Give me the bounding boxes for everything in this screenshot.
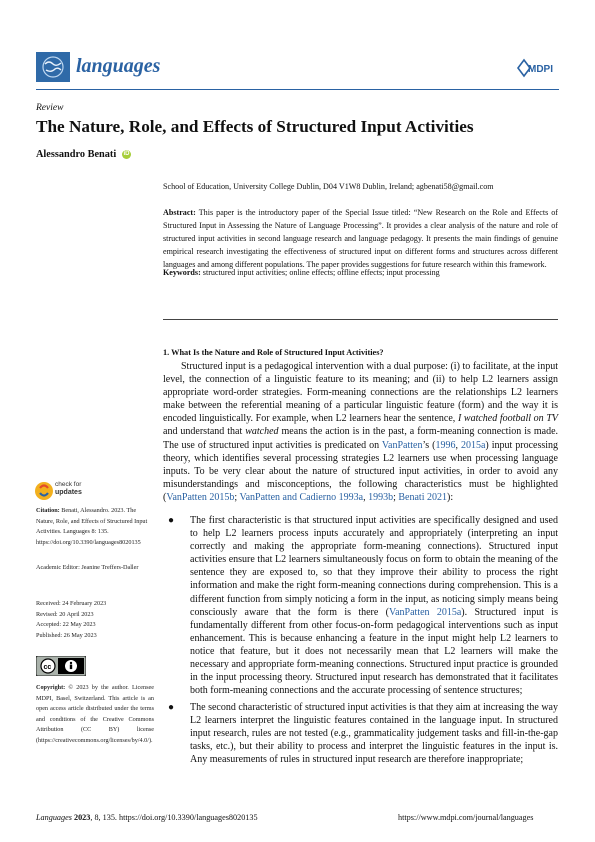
footer-doi[interactable]: , 8, 135. https://doi.org/10.3390/languages8020135 [90,813,258,822]
abstract-text: This paper is the introductory paper of the Special Issue titled: “New Research on the Role and Effects of Structured Input in Assessing the Nature of Language Processing”. It provides a clear analysis of the nature and role of structured input activities in second language research and language pedagogy. It presents the main findings of genuine empirical research investigating the effectiveness of structured input on different forms and structures across different languages and among different populations. The paper provides suggestions for future research within this framework. [163,208,558,270]
paragraph-1 [163,360,558,504]
footer-year: 2023 [73,813,91,822]
text-run: ): [446,491,454,503]
keywords-text: structured input activities; online effects; offline effects; input processing [200,268,440,277]
example-word: watched [245,426,279,438]
svg-text:cc: cc [43,664,52,671]
example-sentence: I watched football on TV [457,413,558,425]
copyright-label: Copyright: [36,684,66,691]
citation-link[interactable]: 1993b [368,491,394,503]
citation-link[interactable]: VanPatten [381,439,423,451]
text-run: , [363,491,369,503]
section-divider [163,319,558,320]
article-title: The Nature, Role, and Effects of Structured Input Activities [36,117,474,136]
date-published: Published: 26 May 2023 [36,631,97,639]
date-accepted: Accepted: 22 May 2023 [36,621,96,628]
citation-block [36,506,154,548]
citation-link[interactable]: 1996 [435,439,456,451]
copyright-notice [36,683,154,746]
copyright-text: © 2023 by the author. Licensee MDPI, Basel, Switzerland. This article is an open access article distributed under the terms and conditions of the Creative Commons Attribution (CC BY) license (https://creativecommons.org/licenses/by/4.0/). [36,684,154,744]
footer-url[interactable]: https://www.mdpi.com/journal/languages [398,813,534,822]
check-updates-line: check for [55,481,82,488]
date-revised: Revised: 20 April 2023 [36,610,94,618]
text-run: and understand that [163,426,246,438]
text-run: , [455,439,461,451]
check-updates-line: updates [55,489,82,496]
journal-logo [36,52,70,82]
mdpi-logo-text: MDPI [528,64,553,75]
citation-link[interactable]: VanPatten 2015a [388,606,462,618]
text-run: ). Structured input is fundamentally different from other focus-on-form pedagogical interventions such as input enhancement. This is because enhancing a feature in the input might help L2 learners to notice that feature, but it does not necessarily mean that L2 learners will make the necessary and appropriate form-meaning connections. Structured input practice is grounded in the input processing theory. Structured input research has demonstrated that it facilitates both form-meaning connections and the accurate processing of sentence structures; [190,606,558,697]
list-item-text: The second characteristic of structured input activities is that they aim at increasing the way L2 learners interpret the linguistic features contained in the language input. In structured input research, rules are not tested (e.g., grammaticality judgement tasks and fill-in-the-gap tasks, etc.), but their ability to process and interpret the linguistic features in the input is. Any measurements of rules in structured input research are therefore inappropriate; [190,702,558,766]
section-heading: 1. What Is the Nature and Role of Structured Input Activities? [163,348,384,357]
cc-by-icon [36,656,86,676]
date-received: Received: 24 February 2023 [36,600,107,607]
cc-by-license-badge[interactable] [36,656,86,676]
publication-dates [36,599,154,641]
citation-text: Benati, Alessandro. 2023. The Nature, Role, and Effects of Structured Input Activities. Languages 8: 135. https://doi.org/10.3390/languages8020135 [36,507,148,546]
academic-editor: Academic Editor: Jeanine Treffers-Daller [36,564,139,571]
header-rule [36,89,559,90]
list-item [163,701,558,766]
text-run: ) input processing theory, which identifies several processing strategies L2 learners use when processing language inputs. To be very clear about the nature of structured input activities, in order to avoid any misunderstandings and misconceptions, the following characteristics must be highlighted ( [163,439,559,503]
orcid-icon[interactable]: iD [123,151,130,157]
text-run: ; [234,491,240,503]
author-name: Alessandro Benati [36,149,117,160]
bullet-icon: ● [168,515,175,526]
text-run: means the action is in the past, a form-meaning connection is made. The use of structured input activities is predicated on [163,426,559,451]
citation-link[interactable]: VanPatten 2015b [166,491,235,503]
mdpi-logo [516,58,560,78]
check-updates-icon [34,480,54,502]
citation-label: Citation: [36,507,60,514]
globe-icon [36,52,70,82]
list-item [163,514,558,697]
text-run: ’s ( [422,439,436,451]
citation-link[interactable]: Benati 2021 [398,491,447,503]
journal-name: languages [76,55,161,77]
footer-citation [36,813,258,822]
citation-link[interactable]: VanPatten and Cadierno 1993a [239,491,364,503]
citation-link[interactable]: 2015a [460,439,486,451]
text-run: Structured input is a pedagogical intervention with a dual purpose: (i) to facilitate, at the input level, the connection of a linguistic feature to its meaning; and (ii) to help L2 learners assign appropriate word-order strategies. Form-meaning connections are the relationships L2 learners make between the referential meaning of a particular linguistic feature (form) and the way it is encoded linguistically. For example, when L2 learners hear the sentence, [163,361,558,425]
article-type: Review [36,103,64,113]
check-updates-text [55,481,82,497]
abstract-label: Abstract: [163,208,196,217]
bullet-icon: ● [168,702,175,713]
text-run: The first characteristic is that structured input activities are specifically designed and used to help L2 learners process inputs accurately and appropriately (interpreting an input correctly and making the appropriate form-meaning connections). Structured input activities ensure that L2 learners simultaneously focus on form to obtain the meaning of the sentence they are exposed to, so that they improve their ability to process the right information and make the right form-meaning connections during comprehension. This is a different function from simply noticing a form in the input, as noticing simply means being consciously aware that the form is there ( [190,515,558,618]
abstract [163,206,558,271]
keywords [163,266,558,279]
affiliation: School of Education, University College Dublin, D04 V1W8 Dublin, Ireland; agbenati58@gmail.com [163,182,494,191]
keywords-label: Keywords: [163,268,201,277]
footer-journal: Languages [36,813,72,822]
text-run: ; [393,491,399,503]
